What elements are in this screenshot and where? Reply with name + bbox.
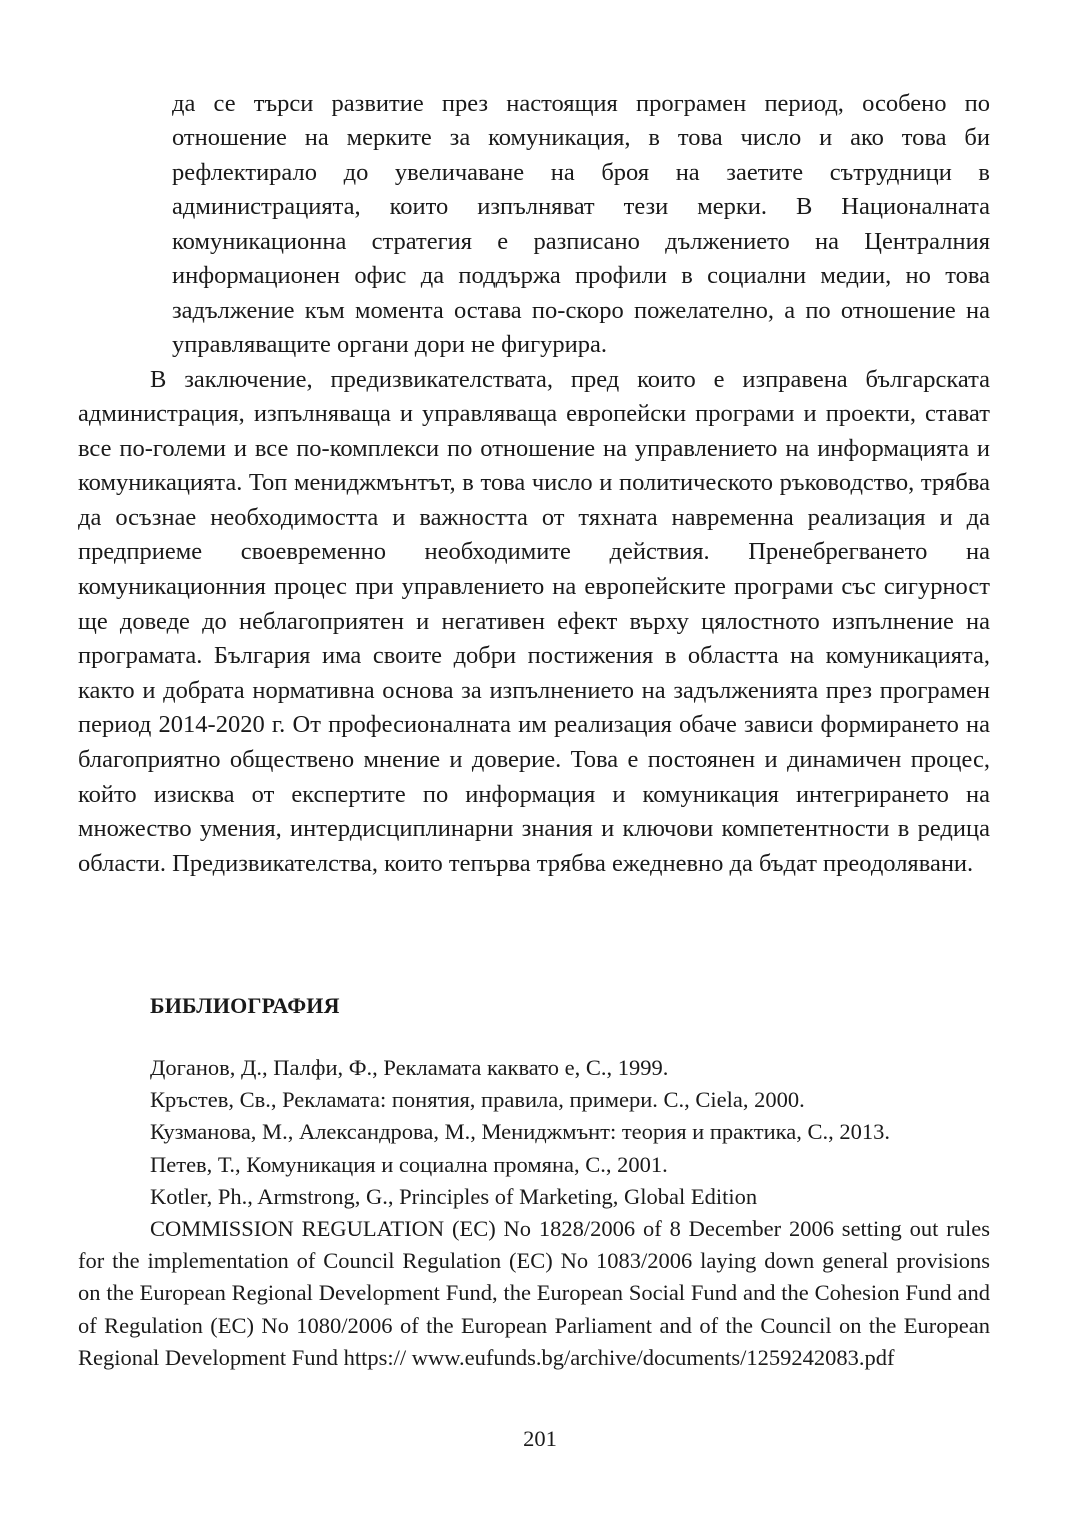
bibliography-entry: Kotler, Ph., Armstrong, G., Principles of Marketing, Global Edition bbox=[150, 1183, 758, 1209]
bibliography-entry: Кузманова, М., Александрова, М., Мениджмънт: теория и практика, С., 2013. bbox=[150, 1119, 890, 1145]
bibliography-entry: Петев, Т., Комуникация и социална промяна, С., 2001. bbox=[150, 1151, 668, 1177]
bibliography-entry: COMMISSION REGULATION (EC) No 1828/2006 of 8 December 2006 setting out rules for the implementation of Council Regulation (EC) No 1083/2006 laying down general provisions on the European Regional Development Fund, the European Social Fund and the Cohesion Fund and of Regulation (EC) No 1080/2006 of the European Parliament and of the Council on the European Regional Development Fund https:// www.eufunds.bg/archive/documents/1259242083.pdf bbox=[78, 1216, 990, 1370]
bibliography-list bbox=[78, 1052, 990, 1374]
bibliography-entry: Доганов, Д., Палфи, Ф., Рекламата каквато е, С., 1999. bbox=[150, 1055, 669, 1080]
page-number: 201 bbox=[523, 1426, 557, 1451]
bibliography-entry: Кръстев, Св., Рекламата: понятия, правила, примери. С., Ciela, 2000. bbox=[150, 1087, 805, 1113]
bibliography-heading: БИБЛИОГРАФИЯ bbox=[150, 993, 340, 1018]
conclusion-paragraph: В заключение, предизвикателствата, пред които е изправена българската администрация, изпълняваща и управляваща европейски програми и проекти, стават все по-големи и все по-комплекси по отношение на управлението на информацията и комуникацията. Топ мениджмънтът, в това число и политическото ръководство, трябва да осъзнае необходимостта и важността от тяхната навременна реализация и да предприеме своевременно необходимите действия. Пренебрегването на комуникационния процес при управлението на европейските програми със сигурност ще доведе до неблагоприятен и негативен ефект върху цялостното изпълнение на програмата. България има своите добри постижения в областта на комуникацията, както и добрата нормативна основа за изпълнението на задълженията през програмен период 2014-2020 г. От професионалната им реализация обаче зависи формирането на благоприятно обществено мнение и доверие. Това е постоянен и динамичен процес, който изисква от експертите по информация и комуникация интегрирането на множество умения, интердисциплинарни знания и ключови компетентности в редица области. Предизвикателства, които тепърва трябва ежедневно да бъдат преодолявани. bbox=[78, 365, 990, 877]
quoted-paragraph: да се търси развитие през настоящия програмен период, особено по отношение на мерките за комуникация, в това число и ако това би рефлектирало до увеличаване на броя на заетите сътрудници в администрацията, които изпълняват тези мерки. В Националната комуникационна стратегия е разписано дължението на Централния информационен офис да поддържа профили в социални медии, но това задължение към момента остава по-скоро пожелателно, а по отношение на управляващите органи дори не фигурира. bbox=[172, 89, 990, 358]
